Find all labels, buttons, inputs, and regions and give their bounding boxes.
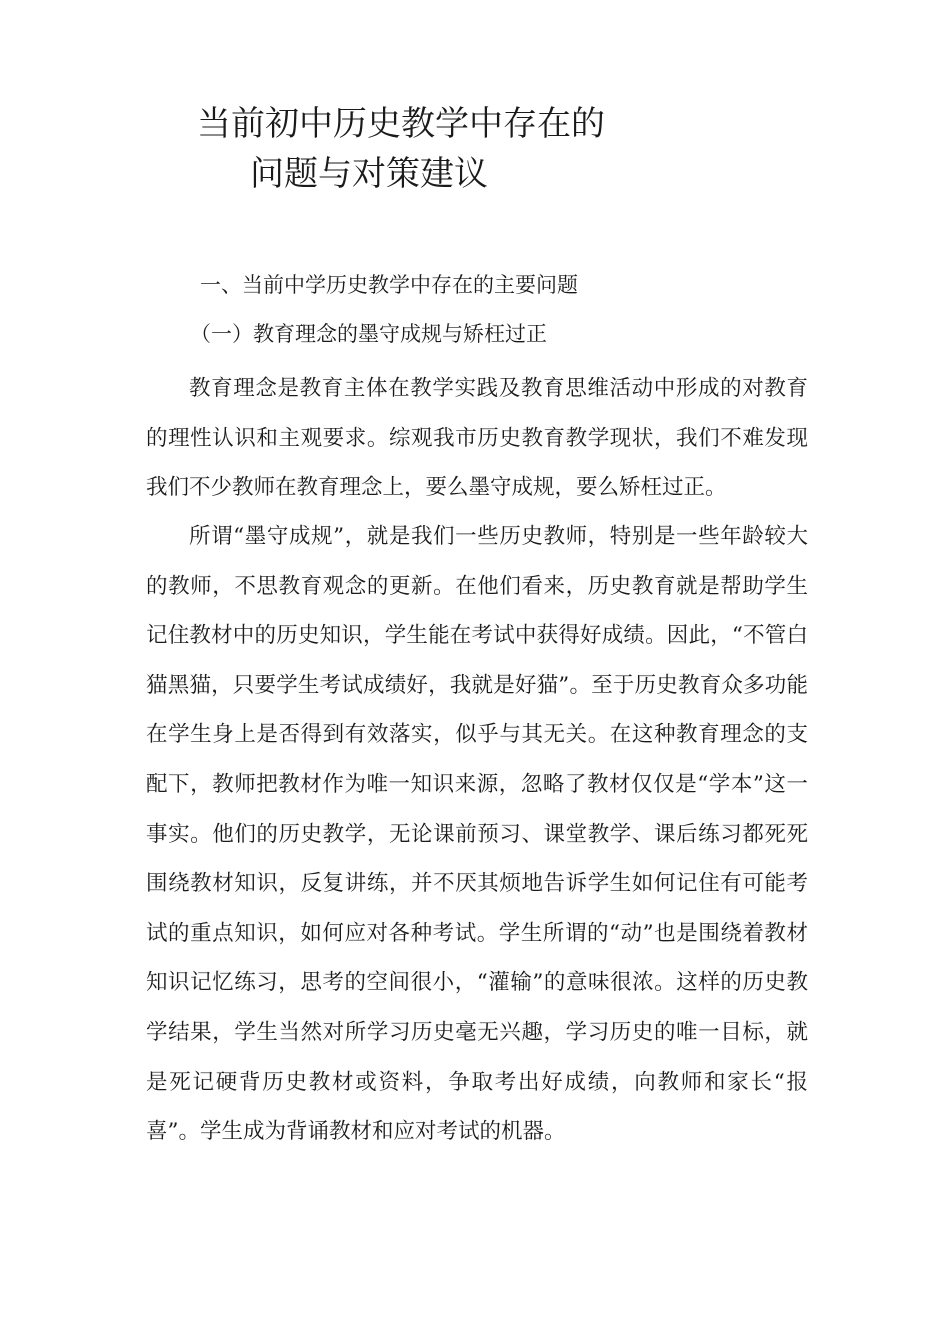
subsection-heading: （一）教育理念的墨守成规与矫枉过正 xyxy=(190,322,547,346)
document-title-line-1: 当前初中历史教学中存在的 xyxy=(197,104,605,144)
body-paragraph-2: 所谓“墨守成规”，就是我们一些历史教师，特别是一些年龄较大的教师，不思教育观念的更新。在他们看来，历史教育就是帮助学生记住教材中的历史知识，学生能在考试中获得好成绩。因此，“不管白猫黑猫，只要学生考试成绩好，我就是好猫”。至于历史教育众多功能在学生身上是否得到有效落实，似乎与其无关。在这种教育理念的支配下，教师把教材作为唯一知识来源，忽略了教材仅仅是“学本”这一事实。他们的历史教学，无论课前预习、课堂教学、课后练习都死死围绕教材知识，反复讲练，并不厌其烦地告诉学生如何记住有可能考试的重点知识，如何应对各种考试。学生所谓的“动”也是围绕着教材知识记忆练习，思考的空间很小，“灌输”的意味很浓。这样的历史教学结果，学生当然对所学习历史毫无兴趣，学习历史的唯一目标，就是死记硬背历史教材或资料，争取考出好成绩，向教师和家长“报喜”。学生成为背诵教材和应对考试的机器。 xyxy=(146,524,808,1145)
document-title-line-2: 问题与对策建议 xyxy=(250,154,488,194)
body-paragraph-1: 教育理念是教育主体在教学实践及教育思维活动中形成的对教育的理性认识和主观要求。综观我市历史教育教学现状，我们不难发现我们不少教师在教育理念上，要么墨守成规，要么矫枉过正。 xyxy=(146,376,808,501)
section-heading: 一、当前中学历史教学中存在的主要问题 xyxy=(200,273,578,297)
